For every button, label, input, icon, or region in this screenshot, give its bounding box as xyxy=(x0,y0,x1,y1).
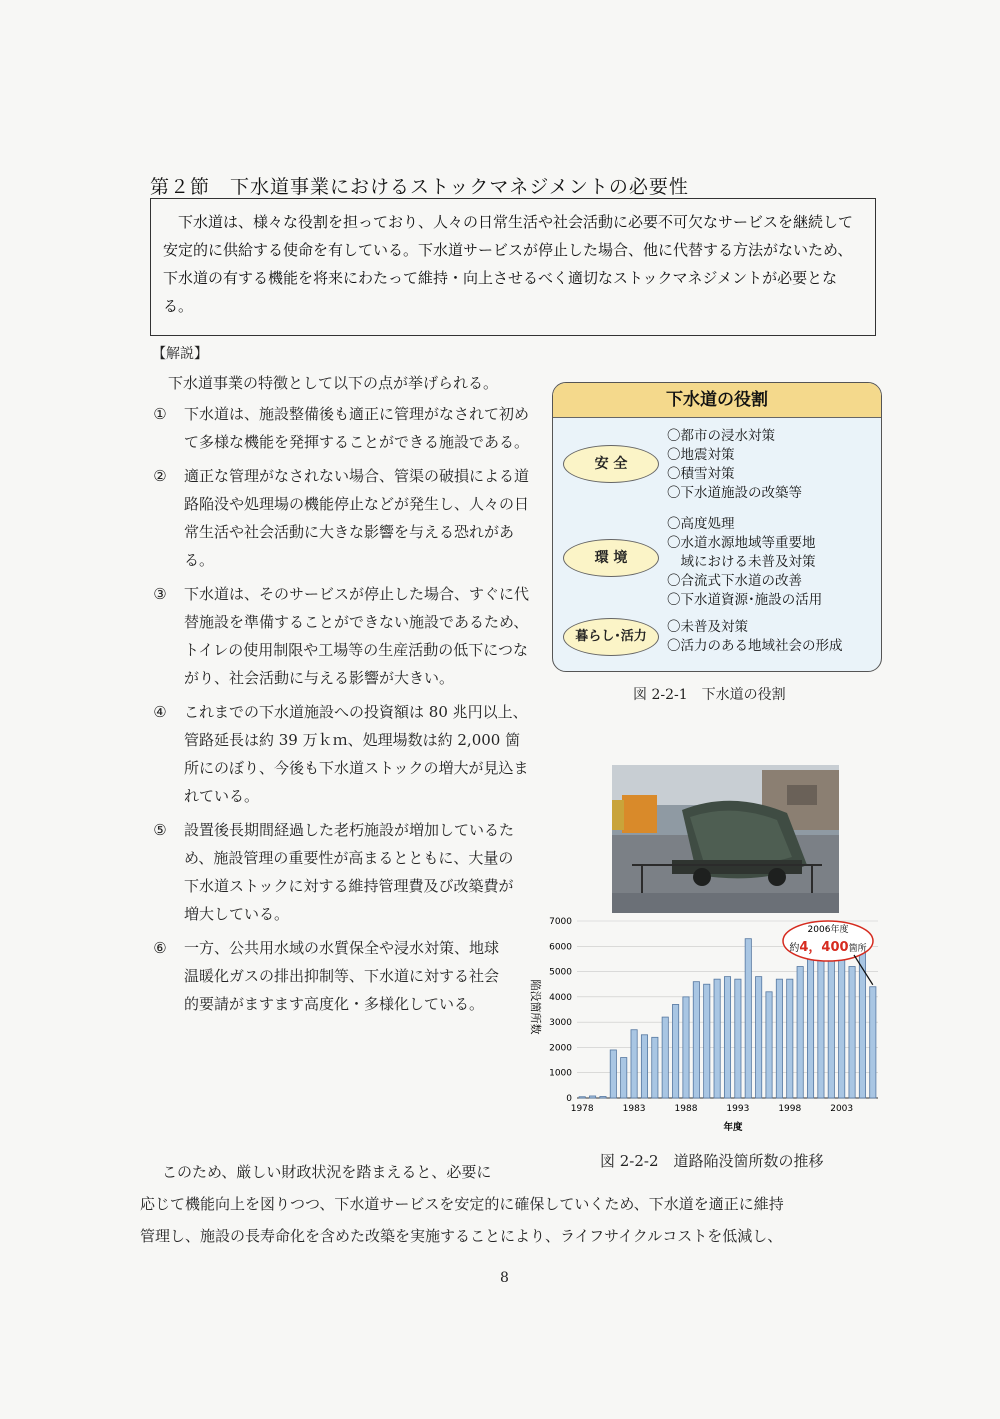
chart-bar-1999 xyxy=(797,967,803,1098)
chart-bar-1997 xyxy=(776,979,782,1098)
chart-annotation-number: 4，400 xyxy=(799,940,849,955)
chart-bar-2000 xyxy=(807,951,813,1098)
section-title: 第２節 下水道事業におけるストックマネジメントの必要性 xyxy=(150,176,689,198)
list-item xyxy=(148,400,536,456)
chart-bar-1986 xyxy=(662,1017,668,1098)
item-number: ② xyxy=(153,467,167,485)
commentary-intro: 下水道事業の特徴として以下の点が挙げられる。 xyxy=(168,374,499,392)
chart-bar-2004 xyxy=(849,967,855,1098)
role-item: 〇積雪対策 xyxy=(667,466,735,482)
chart-caption: 図 2-2-2 道路陥没箇所数の推移 xyxy=(600,1152,824,1170)
role-category-label: 暮らし･活力 xyxy=(563,618,659,656)
chart-y-tick-label: 0 xyxy=(566,1094,572,1104)
chart-bar-2002 xyxy=(828,951,834,1098)
role-item: 〇活力のある地域社会の形成 xyxy=(667,638,843,654)
chart-bar-2001 xyxy=(818,954,824,1098)
chart-bar-1980 xyxy=(600,1096,606,1098)
road-collapse-photo-image xyxy=(612,765,839,913)
chart-bar-1978 xyxy=(579,1097,585,1098)
chart-bar-1982 xyxy=(621,1058,627,1098)
chart-y-tick-label: 5000 xyxy=(549,967,572,978)
role-item: 〇合流式下水道の改善 xyxy=(667,573,802,589)
chart-bar-1998 xyxy=(787,979,793,1098)
commentary-list xyxy=(148,400,536,1018)
chart-x-tick-label: 1993 xyxy=(726,1104,750,1114)
chart-bar-1988 xyxy=(683,997,689,1098)
summary-text: 下水道は、様々な役割を担っており、人々の日常生活や社会活動に必要不可欠なサービスを継続して安定的に供給する使命を有している。下水道サービスが停止した場合、他に代替する方法がないため、下水道の有する機能を将来にわたって維持・向上させるべく適切なストックマネジメントが必要となる。 xyxy=(163,213,854,315)
chart-bar-1992 xyxy=(724,977,730,1098)
role-category-label: 環 境 xyxy=(563,539,659,577)
role-category-label: 安 全 xyxy=(563,445,659,483)
item-text: 下水道は、そのサービスが停止した場合、すぐに代替施設を準備することができない施設であるため、トイレの使用制限や工場等の生産活動の低下につながり、社会活動に与える影響が大きい。 xyxy=(184,585,530,687)
role-figure-caption: 図 2-2-1 下水道の役割 xyxy=(633,687,786,703)
chart-y-tick-label: 1000 xyxy=(549,1068,572,1079)
page-number: 8 xyxy=(500,1270,509,1286)
chart-x-tick-label: 1983 xyxy=(622,1104,646,1114)
chart-y-tick-label: 3000 xyxy=(549,1018,572,1029)
chart-y-tick-label: 4000 xyxy=(549,992,572,1003)
chart-bar-2006 xyxy=(870,987,876,1098)
list-item xyxy=(148,462,536,574)
role-item: 〇下水道施設の改築等 xyxy=(667,485,802,501)
chart-x-tick-label: 1978 xyxy=(570,1104,594,1114)
chart-bar-1987 xyxy=(672,1004,678,1098)
chart-bar-1979 xyxy=(589,1096,595,1098)
list-item xyxy=(148,580,536,692)
item-number: ⑤ xyxy=(153,821,167,839)
item-number: ③ xyxy=(153,585,167,603)
list-item xyxy=(148,698,536,810)
role-item-list xyxy=(667,618,882,656)
road-collapse-photo xyxy=(612,765,839,913)
item-text: 一方、公共用水域の水質保全や浸水対策、地球温暖化ガスの排出抑制等、下水道に対する社会的要請がますます高度化・多様化している。 xyxy=(184,939,500,1013)
chart-bar-1981 xyxy=(610,1050,616,1098)
role-item: 〇地震対策 xyxy=(667,447,735,463)
role-item-list xyxy=(667,427,882,503)
item-number: ① xyxy=(153,405,167,423)
chart-bar-1983 xyxy=(631,1030,637,1098)
role-item: 〇水道水源地域等重要地 xyxy=(667,535,816,551)
conclusion-line-3: 管理し、施設の長寿命化を含めた改築を実施することにより、ライフサイクルコストを低減し、 xyxy=(140,1227,783,1245)
chart-bar-1990 xyxy=(704,984,710,1098)
item-text: 設置後長期間経過した老朽施設が増加しているため、施設管理の重要性が高まるとともに、大量の下水道ストックに対する維持管理費及び改築費が増大している。 xyxy=(184,821,515,923)
commentary-heading: 【解説】 xyxy=(152,346,208,362)
chart-bar-1996 xyxy=(766,992,772,1098)
list-item xyxy=(148,816,536,928)
subsidence-chart xyxy=(522,915,882,1140)
chart-x-tick-label: 2003 xyxy=(830,1104,854,1114)
chart-x-tick-label: 1988 xyxy=(674,1104,698,1114)
chart-bar-1994 xyxy=(745,939,751,1098)
role-figure-title: 下水道の役割 xyxy=(553,383,881,418)
role-item: 〇下水道資源･施設の活用 xyxy=(667,592,823,608)
chart-annotation-suffix: 箇所 xyxy=(848,944,867,954)
summary-box xyxy=(150,198,876,336)
chart-annotation-prefix: 約 xyxy=(789,943,800,954)
list-item xyxy=(148,934,536,1018)
item-number: ⑥ xyxy=(153,939,167,957)
chart-bar-2005 xyxy=(859,934,865,1098)
chart-y-tick-label: 6000 xyxy=(549,942,572,953)
item-text: 下水道は、施設整備後も適正に管理がなされて初めて多様な機能を発揮することができる施設である。 xyxy=(184,405,530,451)
chart-bar-1984 xyxy=(641,1035,647,1098)
chart-x-axis-label: 年度 xyxy=(723,1122,743,1133)
role-item: 域における未普及対策 xyxy=(667,554,816,570)
item-text: これまでの下水道施設への投資額は 80 兆円以上、管路延長は約 39 万ｋｍ、処理場数は約 2,000 箇所にのぼり、今後も下水道ストックの増大が見込まれている。 xyxy=(184,703,529,805)
chart-y-tick-label: 2000 xyxy=(549,1043,572,1054)
role-figure xyxy=(552,382,882,672)
chart-bar-1991 xyxy=(714,979,720,1098)
role-item: 〇都市の浸水対策 xyxy=(667,428,775,444)
chart-x-tick-label: 1998 xyxy=(778,1104,802,1114)
item-text: 適正な管理がなされない場合、管渠の破損による道路陥没や処理場の機能停止などが発生し、人々の日常生活や社会活動に大きな影響を与える恐れがある。 xyxy=(184,467,530,569)
item-number: ④ xyxy=(153,703,167,721)
chart-bar-1995 xyxy=(756,977,762,1098)
chart-bar-1985 xyxy=(652,1037,658,1098)
role-item: 〇高度処理 xyxy=(667,516,735,532)
conclusion-text xyxy=(140,1156,880,1252)
subsidence-chart-svg xyxy=(522,915,882,1140)
conclusion-line-2: 応じて機能向上を図りつつ、下水道サービスを安定的に確保していくため、下水道を適正に維持 xyxy=(140,1195,784,1213)
chart-bar-1993 xyxy=(735,979,741,1098)
chart-y-axis-label: 陥没箇所数 xyxy=(529,979,542,1035)
role-item: 〇未普及対策 xyxy=(667,619,748,635)
chart-bar-1989 xyxy=(693,982,699,1098)
chart-y-tick-label: 7000 xyxy=(549,917,572,927)
chart-annotation-year: 2006年度 xyxy=(807,925,849,935)
role-item-list xyxy=(667,515,882,610)
conclusion-line-1: このため、厳しい財政状況を踏まえると、必要に xyxy=(162,1163,492,1181)
